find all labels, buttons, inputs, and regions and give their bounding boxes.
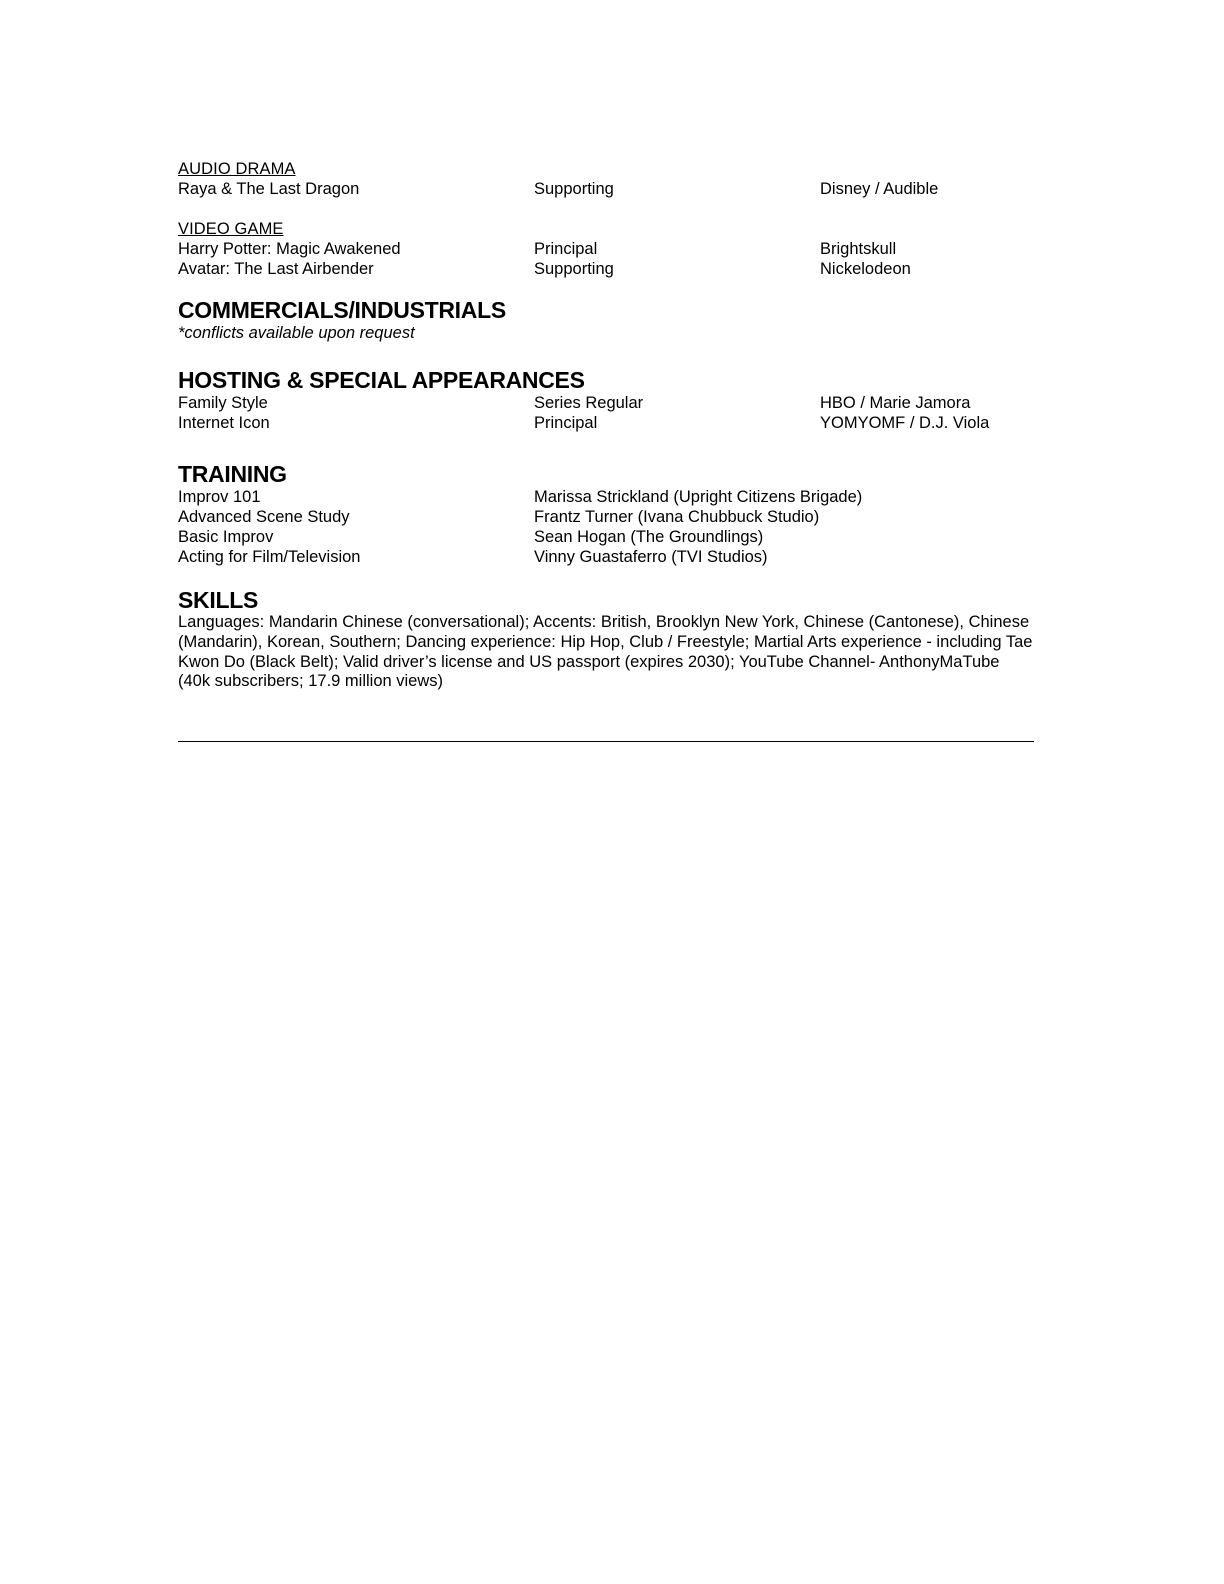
hosting-heading: HOSTING & SPECIAL APPEARANCES bbox=[178, 367, 585, 393]
training-course: Improv 101 bbox=[178, 488, 261, 506]
credit-row bbox=[178, 413, 1034, 433]
credit-row bbox=[178, 179, 1034, 199]
credit-title: Internet Icon bbox=[178, 414, 270, 432]
commercials-heading: COMMERCIALS/INDUSTRIALS bbox=[178, 297, 506, 323]
section-training bbox=[178, 461, 1034, 567]
credit-row bbox=[178, 259, 1034, 279]
credit-role: Principal bbox=[534, 414, 598, 432]
section-hosting bbox=[178, 367, 1034, 433]
credit-title: Raya & The Last Dragon bbox=[178, 180, 360, 198]
credit-role: Principal bbox=[534, 240, 598, 258]
training-instructor: Sean Hogan (The Groundlings) bbox=[534, 528, 764, 546]
credit-title: Avatar: The Last Airbender bbox=[178, 260, 374, 278]
training-row bbox=[178, 507, 1034, 527]
training-heading: TRAINING bbox=[178, 461, 287, 487]
section-skills bbox=[178, 587, 1034, 692]
credit-company: Disney / Audible bbox=[820, 180, 939, 198]
credit-role: Series Regular bbox=[534, 394, 644, 412]
skills-heading: SKILLS bbox=[178, 587, 258, 613]
training-instructor: Frantz Turner (Ivana Chubbuck Studio) bbox=[534, 508, 820, 526]
credit-role: Supporting bbox=[534, 180, 614, 198]
credit-company: Nickelodeon bbox=[820, 260, 911, 278]
section-audio-drama bbox=[178, 159, 1034, 199]
credit-title: Family Style bbox=[178, 394, 268, 412]
training-course: Acting for Film/Television bbox=[178, 548, 361, 566]
credit-company: Brightskull bbox=[820, 240, 897, 258]
commercials-note: *conflicts available upon request bbox=[178, 324, 415, 342]
horizontal-rule bbox=[178, 741, 1034, 742]
training-instructor: Marissa Strickland (Upright Citizens Brigade) bbox=[534, 488, 863, 506]
credit-row bbox=[178, 393, 1034, 413]
credit-company: YOMYOMF / D.J. Viola bbox=[820, 414, 990, 432]
training-course: Advanced Scene Study bbox=[178, 508, 350, 526]
credit-title: Harry Potter: Magic Awakened bbox=[178, 240, 401, 258]
section-video-game bbox=[178, 219, 1034, 279]
credit-company: HBO / Marie Jamora bbox=[820, 394, 971, 412]
skills-text: Languages: Mandarin Chinese (conversational); Accents: British, Brooklyn New York, Chinese (Cantonese), Chinese (Mandarin), Korean, Southern; Dancing experience: Hip Hop, Club / Freestyle; Martial Arts experience - including Tae Kwon Do (Black Belt); Valid driver’s license and US passport (expires 2030); YouTube Channel- AnthonyMaTube (40k subscribers; 17.9 million views) bbox=[178, 613, 1033, 691]
training-instructor: Vinny Guastaferro (TVI Studios) bbox=[534, 548, 768, 566]
training-row bbox=[178, 527, 1034, 547]
video-game-heading: VIDEO GAME bbox=[178, 220, 284, 238]
resume-page bbox=[178, 159, 1034, 692]
credit-row bbox=[178, 239, 1034, 259]
training-course: Basic Improv bbox=[178, 528, 274, 546]
credit-role: Supporting bbox=[534, 260, 614, 278]
training-row bbox=[178, 547, 1034, 567]
section-commercials bbox=[178, 297, 1034, 343]
audio-drama-heading: AUDIO DRAMA bbox=[178, 160, 296, 178]
training-row bbox=[178, 487, 1034, 507]
